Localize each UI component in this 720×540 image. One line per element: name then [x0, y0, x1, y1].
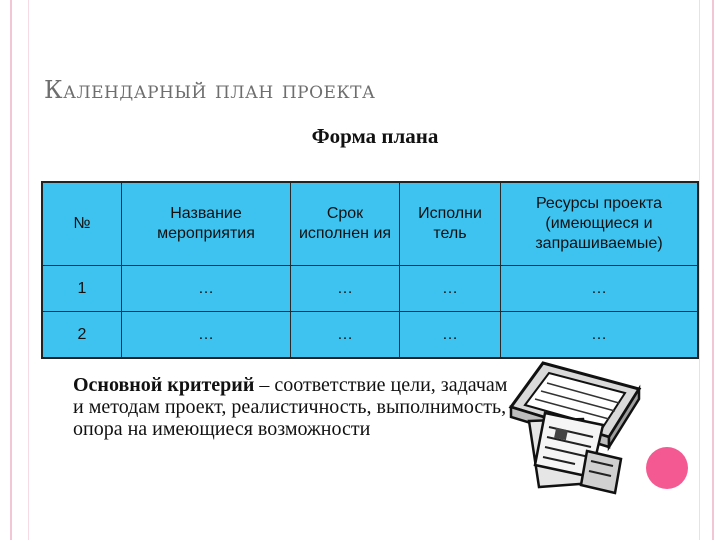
table-cell: …	[400, 266, 501, 312]
header-event-name: Название мероприятия	[122, 182, 291, 266]
criterion-note-bold: Основной критерий	[73, 374, 255, 396]
criterion-note	[73, 374, 513, 440]
table-row	[42, 266, 698, 312]
table-cell: …	[501, 312, 699, 359]
header-number: №	[42, 182, 122, 266]
file-tray-icon	[505, 355, 645, 500]
table-cell: …	[122, 312, 291, 359]
header-deadline: Срок исполнен ия	[291, 182, 400, 266]
header-executor: Исполни тель	[400, 182, 501, 266]
slide-title: Календарный план проекта	[44, 76, 376, 104]
table-header-row	[42, 182, 698, 266]
table-cell: …	[291, 312, 400, 359]
table-cell: 2	[42, 312, 122, 359]
table-cell: …	[501, 266, 699, 312]
decorative-dot	[646, 447, 688, 489]
table-row	[42, 312, 698, 359]
table-cell: …	[400, 312, 501, 359]
slide-subtitle: Форма плана	[311, 124, 439, 148]
header-resources: Ресурсы проекта (имеющиеся и запрашиваемые)	[501, 182, 699, 266]
table-cell: 1	[42, 266, 122, 312]
criterion-note-text: – соответствие цели, задачам и методам проект, реалистичность, выполнимость, опора на имеющиеся возможности	[73, 374, 508, 440]
table-cell: …	[122, 266, 291, 312]
plan-table	[41, 181, 699, 359]
table-cell: …	[291, 266, 400, 312]
